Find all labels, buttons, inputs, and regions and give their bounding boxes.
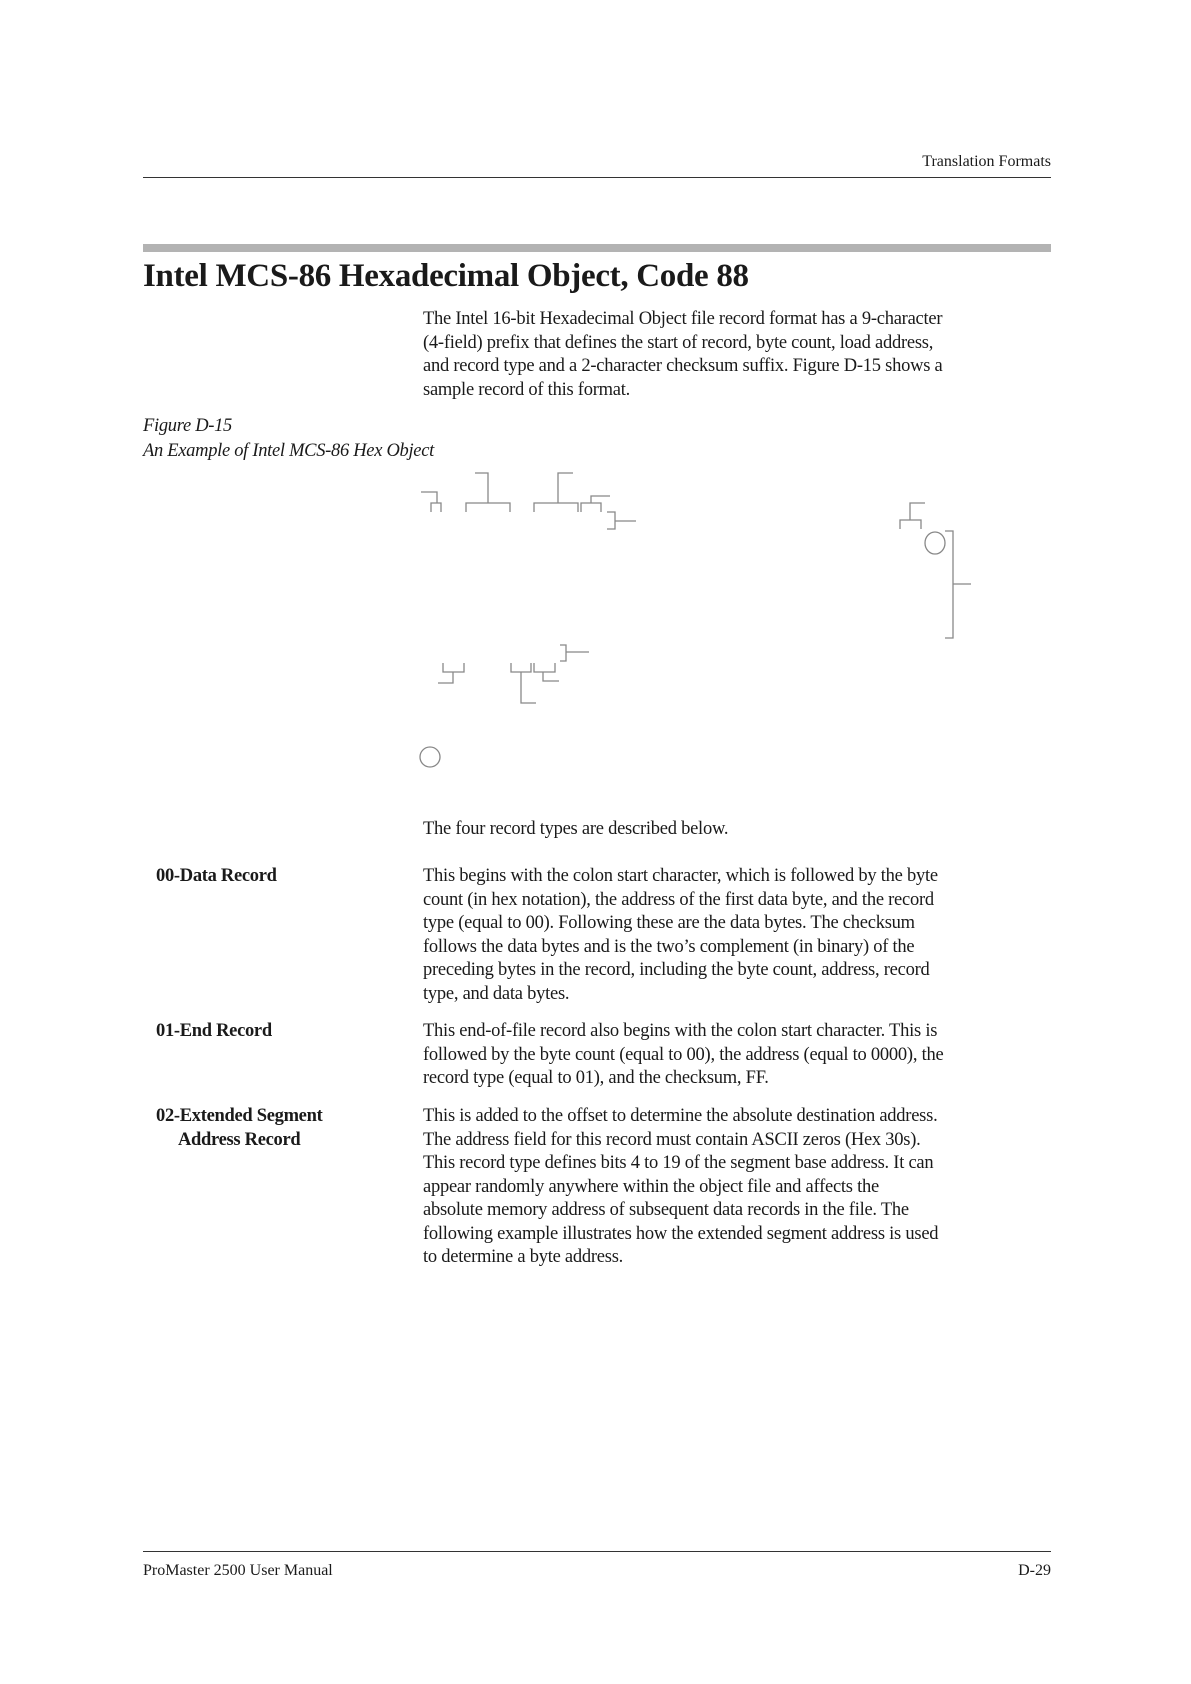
callout-bracket-eof-type <box>534 663 559 681</box>
callout-bracket-start <box>421 492 441 512</box>
record-types-intro: The four record types are described below. <box>423 819 729 839</box>
figure-title: An Example of Intel MCS-86 Hex Object <box>143 441 434 461</box>
footer-rule <box>143 1551 1051 1552</box>
text-line: following example illustrates how the extended segment address is used <box>423 1223 939 1244</box>
text-line: count (in hex notation), the address of the first data byte, and the record <box>423 889 934 910</box>
figure-number: Figure D-15 <box>143 416 233 436</box>
text-line: absolute memory address of subsequent data records in the file. The <box>423 1200 909 1220</box>
text-line: type, and data bytes. <box>423 983 570 1004</box>
circle-marker <box>420 747 440 767</box>
section-bar <box>143 244 1051 252</box>
footer-page-number: D-29 <box>1018 1562 1051 1579</box>
text-line: follows the data bytes and is the two’s complement (in binary) of the <box>423 936 915 957</box>
definition-term <box>156 865 277 889</box>
text-line: to determine a byte address. <box>423 1247 624 1267</box>
term-line: 02-Extended Segment <box>156 1106 323 1126</box>
text-line: This begins with the colon start character, which is followed by the byte <box>423 866 938 886</box>
text-line: preceding bytes in the record, including the byte count, address, record <box>423 960 930 980</box>
intro-paragraph <box>423 308 943 402</box>
text-line: and record type and a 2-character checksum suffix. Figure D-15 shows a <box>423 356 943 376</box>
text-line: type (equal to 00). Following these are the data bytes. The checksum <box>423 913 915 933</box>
text-line: The Intel 16-bit Hexadecimal Object file record format has a 9-character <box>423 309 943 329</box>
header-rule <box>143 177 1051 178</box>
figure-caption <box>143 414 434 464</box>
text-line: followed by the byte count (equal to 00), the address (equal to 0000), the <box>423 1044 944 1065</box>
callout-bracket-type <box>581 496 610 512</box>
callout-bracket-data <box>607 512 636 529</box>
callout-bracket-eof-address <box>511 663 536 703</box>
callout-bracket-checksum <box>900 503 925 529</box>
callout-bracket-address <box>534 473 578 512</box>
section-title: Intel MCS-86 Hexadecimal Object, Code 88 <box>143 258 749 294</box>
text-line: appear randomly anywhere within the object file and affects the <box>423 1176 879 1197</box>
text-line: record type (equal to 01), and the checksum, FF. <box>423 1068 769 1088</box>
text-line: The address field for this record must contain ASCII zeros (Hex 30s). <box>423 1129 921 1150</box>
text-line: sample record of this format. <box>423 379 630 400</box>
callout-bracket-eof-start <box>438 663 464 683</box>
term-line: 00-Data Record <box>156 866 277 886</box>
text-line: This is added to the offset to determine the absolute destination address. <box>423 1106 938 1126</box>
text-line: This record type defines bits 4 to 19 of the segment base address. It can <box>423 1153 934 1173</box>
definition-body <box>423 865 938 1006</box>
term-line: Address Record <box>178 1129 301 1150</box>
callout-bracket-record <box>945 531 971 638</box>
callout-bracket-eof-checksum <box>560 645 589 661</box>
circle-marker <box>925 532 945 554</box>
definition-term <box>156 1105 322 1152</box>
text-line: (4-field) prefix that defines the start of record, byte count, load address, <box>423 332 934 353</box>
definition-body <box>423 1020 943 1091</box>
definition-body <box>423 1105 938 1270</box>
footer-manual-title: ProMaster 2500 User Manual <box>143 1562 333 1579</box>
callout-bracket-count <box>466 473 510 512</box>
running-head: Translation Formats <box>922 153 1051 170</box>
definition-term <box>156 1020 272 1044</box>
text-line: This end-of-file record also begins with the colon start character. This is <box>423 1021 938 1041</box>
term-line: 01-End Record <box>156 1021 272 1041</box>
